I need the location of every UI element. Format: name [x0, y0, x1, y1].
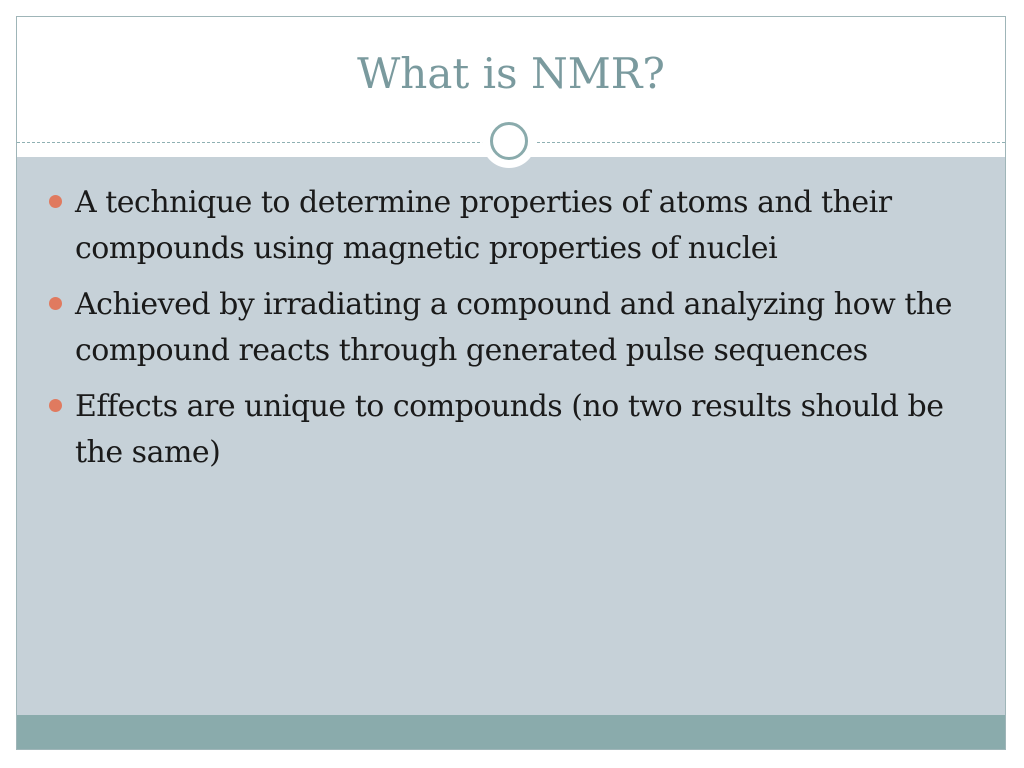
- footer-bar: [17, 715, 1005, 749]
- bullet-dot-icon: [49, 195, 62, 208]
- bullet-dot-icon: [49, 297, 62, 310]
- ring-ornament-icon: [482, 114, 536, 168]
- bullet-item: [47, 384, 987, 476]
- bullet-text: A technique to determine properties of atoms and their compounds using magnetic properties of nuclei: [75, 185, 892, 266]
- bullet-item: [47, 282, 987, 374]
- ring-ornament-inner: [490, 122, 528, 160]
- slide: [16, 16, 1006, 750]
- bullet-text: Effects are unique to compounds (no two results should be the same): [75, 389, 944, 470]
- bullet-item: [47, 180, 987, 272]
- bullet-list: [47, 180, 987, 486]
- slide-title: What is NMR?: [357, 49, 665, 98]
- bullet-dot-icon: [49, 399, 62, 412]
- bullet-text: Achieved by irradiating a compound and analyzing how the compound reacts through generated pulse sequences: [75, 287, 952, 368]
